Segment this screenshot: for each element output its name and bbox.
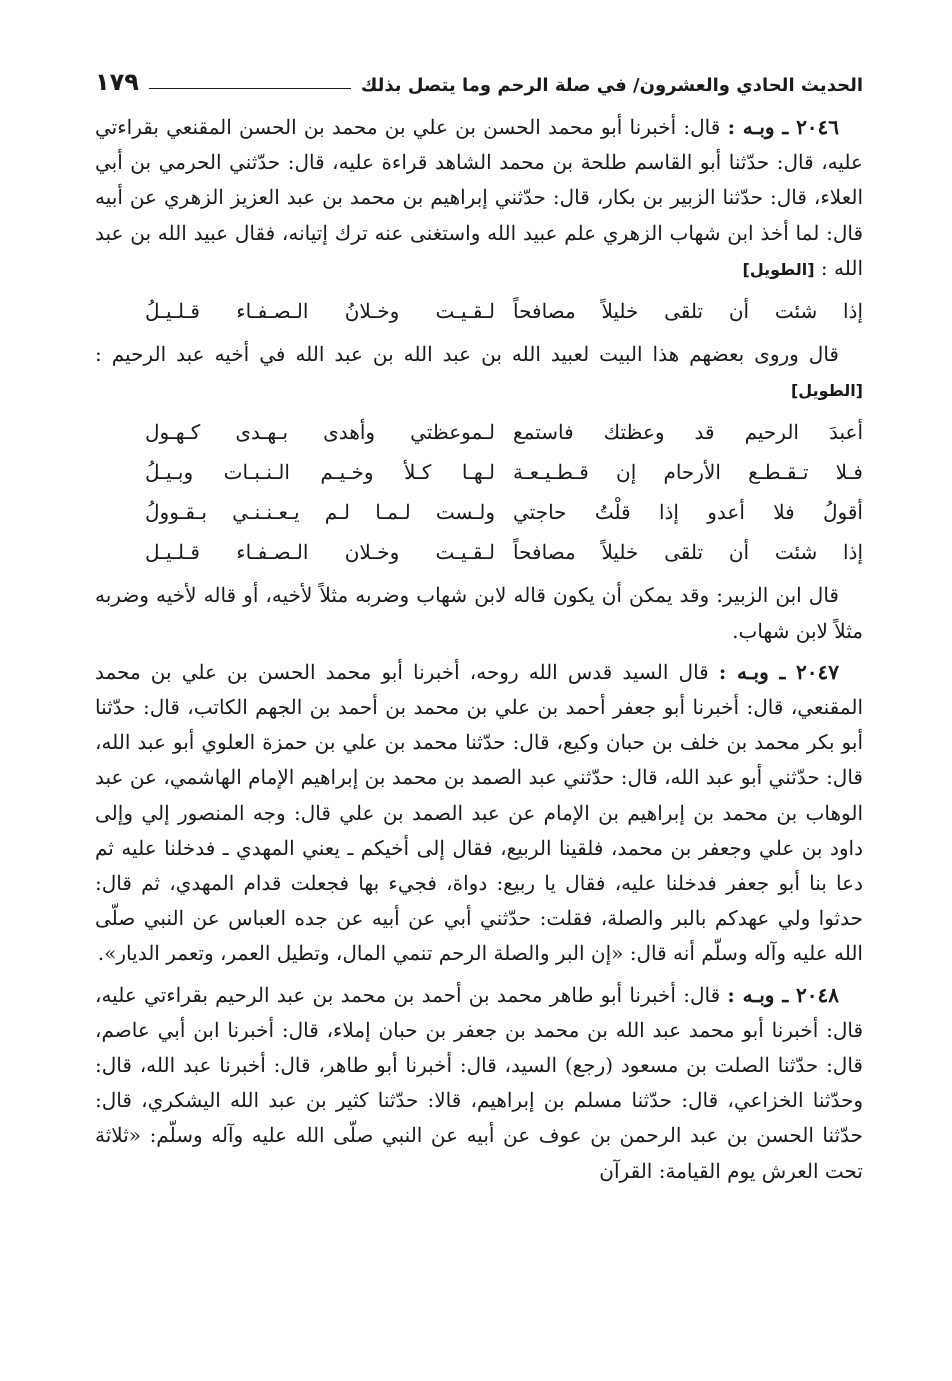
running-header [95,52,863,96]
verse-first-hemistich: إذا شئت أن تلقى خليلاً مصافحاً [513,540,863,565]
hadith-number: ٢٠٤٧ ـ وبـه : [718,659,839,684]
verse-second-hemistich: لـقـيـت وخـلان الـصـفـاء قـلـيـل [145,540,495,565]
chapter-title: الحديث الحادي والعشرون/ في صلة الرحم وما يتصل بذلك [360,75,863,96]
single-verse [95,291,863,331]
narration-text: قال وروى بعضهم هذا البيت لعبيد الله بن عبد الله بن عبد الله في أخيه عبد الرحيم : [95,342,839,367]
poem [95,412,863,572]
meter-label: [الطويل] [790,381,863,401]
hadith-text: قال: أخبرنا أبو طاهر محمد بن أحمد بن محمد بن عبد الرحيم بقراءتي عليه، قال: أخبرنا أبو محمد عبد الله بن محمد بن جعفر بن حبان إملاء، قال: أخبرنا ابن أبي عاصم، قال: حدّثنا الصلت بن مسعود (رجع) السيد، قال: أخبرنا أبو طاهر، قال: أخبرنا عبد الله، قال: وحدّثنا الخزاعي، قال: حدّثنا مسلم بن إبراهيم، قالا: حدّثنا كثير بن عبد الله اليشكري، قال: حدّثنا الحسن بن عبد الرحمن بن عوف عن أبيه عن النبي صلّى الله عليه وآله وسلّم: «ثلاثة تحت العرش يوم القيامة: القرآن [95,982,863,1183]
verse-first-hemistich: أعبدَ الرحيم قد وعظتك فاستمع [513,420,863,445]
narration-paragraph [95,337,863,408]
verse-first-hemistich: أقولُ فلا أعدو إذا قلْتُ حاجتي [513,500,863,525]
commentary-paragraph: قال ابن الزبير: وقد يمكن أن يكون قاله لابن شهاب وضربه مثلاً لأخيه، أو قاله لأخيه وضربه مثلاً لابن شهاب. [95,583,863,643]
hadith-text: قال السيد قدس الله روحه، أخبرنا أبو محمد الحسن بن علي بن محمد المقنعي، قال: أخبرنا أبو جعفر أحمد بن علي بن محمد بن أحمد بن الجهم الكاتب، قال: حدّثنا أبو بكر محمد بن خلف بن حبان وكيع، قال: حدّثنا محمد بن علي بن حمزة العلوي أبو عبد الله، قال: حدّثني أبو عبد الله، قال: حدّثني عبد الصمد بن محمد بن إبراهيم الإمام الهاشمي، عن عبد الوهاب بن محمد بن إبراهيم بن الإمام عن عبد الصمد بن علي قال: وجه المنصور إلي وإلى داود بن علي وجعفر بن محمد، فلقينا الربيع، فقال إلى أخيكم ـ يعني المهدي ـ فدخلنا عليه ثم دعا بنا أبو جعفر فدخلنا عليه، فقال يا ربيع: دواة، فجيء بها فجعلت قدام المهدي، ثم قال: حدثوا ولي عهدكم بالبر والصلة، فقلت: حدّثني أبي عن أبيه عن جده العباس عن النبي صلّى الله عليه وآله وسلّم أنه قال: «إن البر والصلة الرحم تنمي المال، وتطيل العمر، وتعمر الديار». [95,659,863,966]
hadith-number: ٢٠٤٨ ـ وبـه : [727,982,840,1007]
verse-first-hemistich: فـلا تـقـطـع الأرحام إن قـطـيـعـة [513,460,863,485]
verse-line [95,291,863,331]
header-rule [149,88,351,89]
verse-line [95,452,863,492]
verse-second-hemistich: لـقـيـت وخـلانُ الـصـفـاء قـلـيـلُ [145,299,495,324]
verse-second-hemistich: لـهـا كـلأ وخـيـم الـنـبـات وبـيـلُ [145,460,495,485]
hadith-text: قال: أخبرنا أبو محمد الحسن بن علي بن محمد بن الحسن المقنعي بقراءتي عليه، قال: حدّثنا أبو القاسم طلحة بن محمد الشاهد قراءة عليه، قال: حدّثني الحرمي بن أبي العلاء، قال: حدّثنا الزبير بن بكار، قال: حدّثني إبراهيم بن محمد بن عبد العزيز الزهري عن أبيه قال: لما أخذ ابن شهاب الزهري علم عبيد الله واستغنى عنه ترك إتيانه، فقال عبيد الله بن عبد الله : [95,115,863,280]
hadith-number: ٢٠٤٦ ـ وبـه : [727,115,840,139]
verse-line [95,412,863,452]
verse-second-hemistich: لـموعظتي وأهدى بـهـدى كـهـول [145,420,495,445]
hadith-2047-paragraph [95,655,863,972]
book-page [95,52,863,1189]
hadith-2048-paragraph [95,978,863,1189]
page-number: ١٧٩ [95,68,139,96]
verse-second-hemistich: ولـست لـمـا لـم يـعـنـنـي بـقـوولُ [145,500,495,525]
verse-line [95,492,863,532]
verse-line [95,532,863,572]
meter-label: [الطويل] [742,259,815,279]
page-body [95,110,863,1189]
verse-first-hemistich: إذا شئت أن تلقى خليلاً مصافحاً [513,299,863,324]
hadith-2046-paragraph [95,110,863,287]
